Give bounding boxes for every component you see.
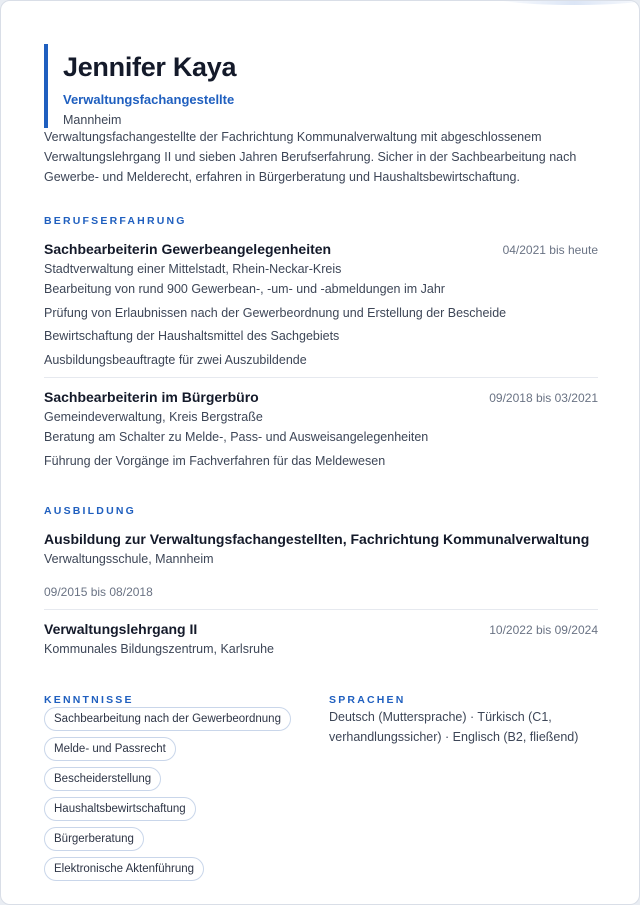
institution: Verwaltungsschule, Mannheim	[44, 552, 214, 566]
education-entry	[44, 621, 598, 656]
duty-item: Beratung am Schalter zu Melde-, Pass- und Ausweisangelegenheiten	[44, 430, 429, 444]
skill-chip: Elektronische Aktenführung	[44, 857, 204, 881]
education-title: Ausbildung zur Verwaltungsfachangestellten, Fachrichtung Kommunalverwaltung	[44, 531, 590, 547]
job-title: Sachbearbeiterin im Bürgerbüro	[44, 389, 259, 405]
employer: Gemeindeverwaltung, Kreis Bergstraße	[44, 410, 263, 424]
experience-entry	[44, 241, 598, 276]
skill-chip: Bürgerberatung	[44, 827, 144, 851]
institution: Kommunales Bildungszentrum, Karlsruhe	[44, 642, 274, 656]
section-title-experience: BERUFSERFAHRUNG	[44, 215, 187, 227]
skill-chip: Sachbearbeitung nach der Gewerbeordnung	[44, 707, 291, 731]
duty-item: Prüfung von Erlaubnissen nach der Gewerbeordnung und Erstellung der Bescheide	[44, 306, 507, 320]
languages-text: Deutsch (Muttersprache) · Türkisch (C1, verhandlungssicher) · Englisch (B2, fließend)	[329, 710, 579, 744]
education-date: 09/2015 bis 08/2018	[44, 585, 153, 599]
entry-divider	[44, 377, 598, 378]
section-title-education: AUSBILDUNG	[44, 505, 136, 517]
decorative-glow	[489, 0, 640, 5]
job-role: Verwaltungsfachangestellte	[63, 92, 235, 107]
section-title-skills: KENNTNISSE	[44, 694, 134, 706]
duty-item: Bewirtschaftung der Haushaltsmittel des Sachgebiets	[44, 329, 340, 343]
education-title: Verwaltungslehrgang II	[44, 621, 198, 637]
section-title-languages: SPRACHEN	[329, 694, 406, 706]
job-date: 04/2021 bis heute	[502, 243, 598, 257]
job-date: 09/2018 bis 03/2021	[489, 391, 598, 405]
profile-summary: Verwaltungsfachangestellte der Fachrichtung Kommunalverwaltung mit abgeschlossenem Verwaltungslehrgang II und sieben Jahren Berufserfahrung. Sicher in der Sachbearbeitung nach Gewerbe- und Melderecht, erfahren in Bürgerberatung und Haushaltsbewirtschaftung.	[44, 130, 577, 184]
education-entry	[44, 531, 598, 599]
employer: Stadtverwaltung einer Mittelstadt, Rhein-Neckar-Kreis	[44, 262, 342, 276]
skill-chip: Haushaltsbewirtschaftung	[44, 797, 196, 821]
person-name: Jennifer Kaya	[63, 52, 237, 82]
experience-entry	[44, 389, 598, 424]
skills-list	[44, 707, 304, 887]
resume-header	[44, 44, 564, 128]
skill-chip: Bescheiderstellung	[44, 767, 161, 791]
entry-divider	[44, 609, 598, 610]
duty-item: Führung der Vorgänge im Fachverfahren für das Meldewesen	[44, 454, 386, 468]
education-date: 10/2022 bis 09/2024	[489, 623, 598, 637]
location: Mannheim	[63, 113, 122, 127]
duty-item: Bearbeitung von rund 900 Gewerbean-, -um- und -abmeldungen im Jahr	[44, 282, 445, 296]
job-title: Sachbearbeiterin Gewerbeangelegenheiten	[44, 241, 332, 257]
duty-item: Ausbildungsbeauftragte für zwei Auszubildende	[44, 353, 307, 367]
skill-chip: Melde- und Passrecht	[44, 737, 176, 761]
